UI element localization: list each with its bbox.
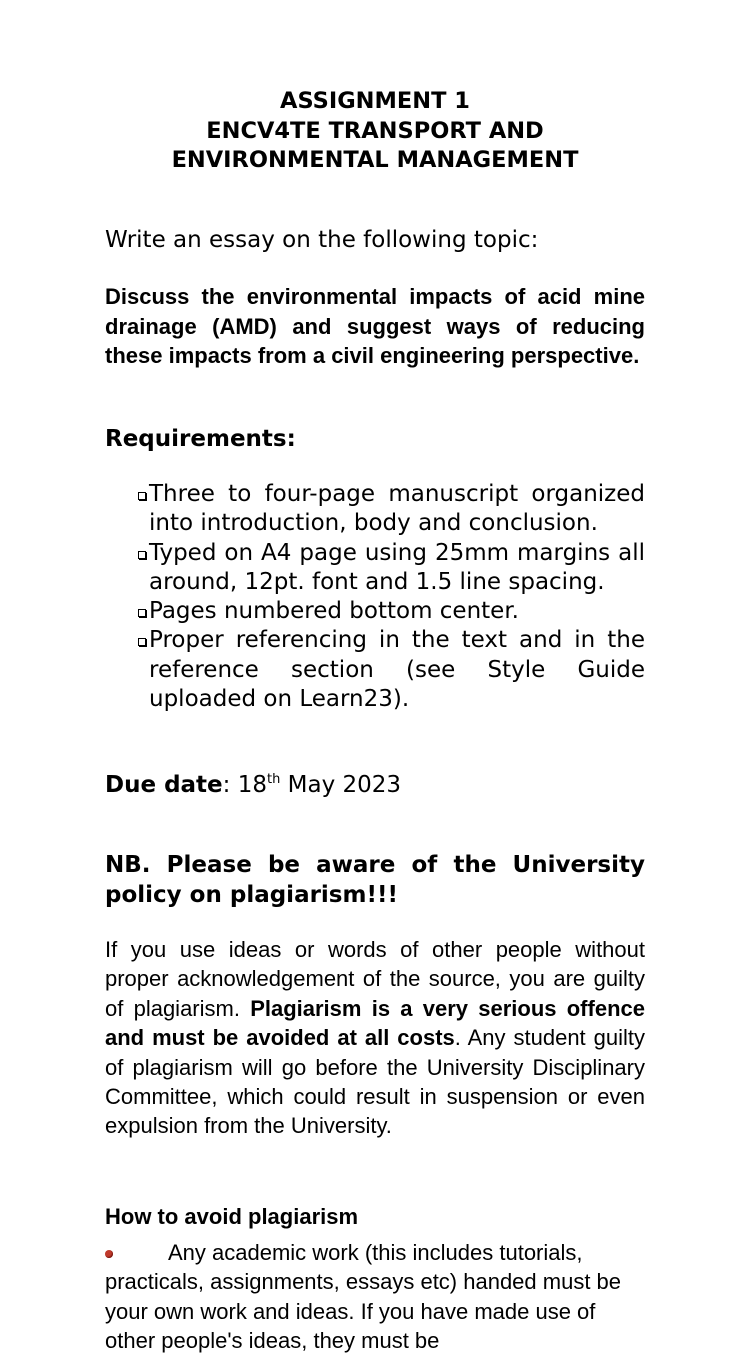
checkbox-bullet-icon	[138, 638, 146, 646]
requirement-item: Pages numbered bottom center.	[127, 597, 645, 626]
title-line-2: ENCV4TE TRANSPORT AND	[206, 117, 544, 144]
essay-topic: Discuss the environmental impacts of acid mine drainage (AMD) and suggest ways of reducing these impacts from a civil engineering perspective.	[105, 284, 645, 368]
due-date-suffix: th	[267, 772, 281, 787]
plagiarism-paragraph: If you use ideas or words of other people without proper acknowledgement of the source, you are guilty of plagiarism. Plagiarism is a very serious offence and must be avoided at all costs. Any student guilty of plagiarism will go before the University Disciplinary Committee, which could result in suspension or even expulsion from the University.	[105, 937, 645, 1139]
red-bullet-icon	[105, 1250, 113, 1258]
due-date: Due date: 18th May 2023	[105, 772, 402, 798]
requirements-list	[127, 480, 645, 714]
avoid-plagiarism-item: Any academic work (this includes tutorials, practicals, assignments, essays etc) handed must be your own work and ideas. If you have made use of other people's ideas, they must be	[105, 1240, 622, 1353]
due-date-day: 18	[237, 772, 267, 798]
checkbox-bullet-icon	[138, 609, 146, 617]
document-title	[105, 87, 645, 176]
plagiarism-warning: NB. Please be aware of the University policy on plagiarism!!!	[105, 852, 645, 908]
due-date-label: Due date	[105, 772, 223, 798]
requirement-item: Three to four-page manuscript organized into introduction, body and conclusion.	[127, 480, 645, 539]
title-line-1: ASSIGNMENT 1	[280, 88, 470, 114]
requirement-item: Typed on A4 page using 25mm margins all around, 12pt. font and 1.5 line spacing.	[127, 539, 645, 598]
due-date-rest: May 2023	[280, 772, 402, 798]
checkbox-bullet-icon	[138, 492, 146, 500]
requirement-item: Proper referencing in the text and in the reference section (see Style Guide uploaded on Learn23).	[127, 626, 645, 714]
title-line-3: ENVIRONMENTAL MANAGEMENT	[171, 147, 579, 173]
plagiarism-emphasis: Plagiarism is a very serious offence and must be avoided at all costs	[105, 995, 645, 1051]
checkbox-bullet-icon	[138, 551, 146, 559]
how-to-avoid-heading: How to avoid plagiarism	[105, 1204, 359, 1229]
intro-text: Write an essay on the following topic:	[105, 227, 539, 253]
requirements-heading: Requirements:	[105, 426, 296, 452]
